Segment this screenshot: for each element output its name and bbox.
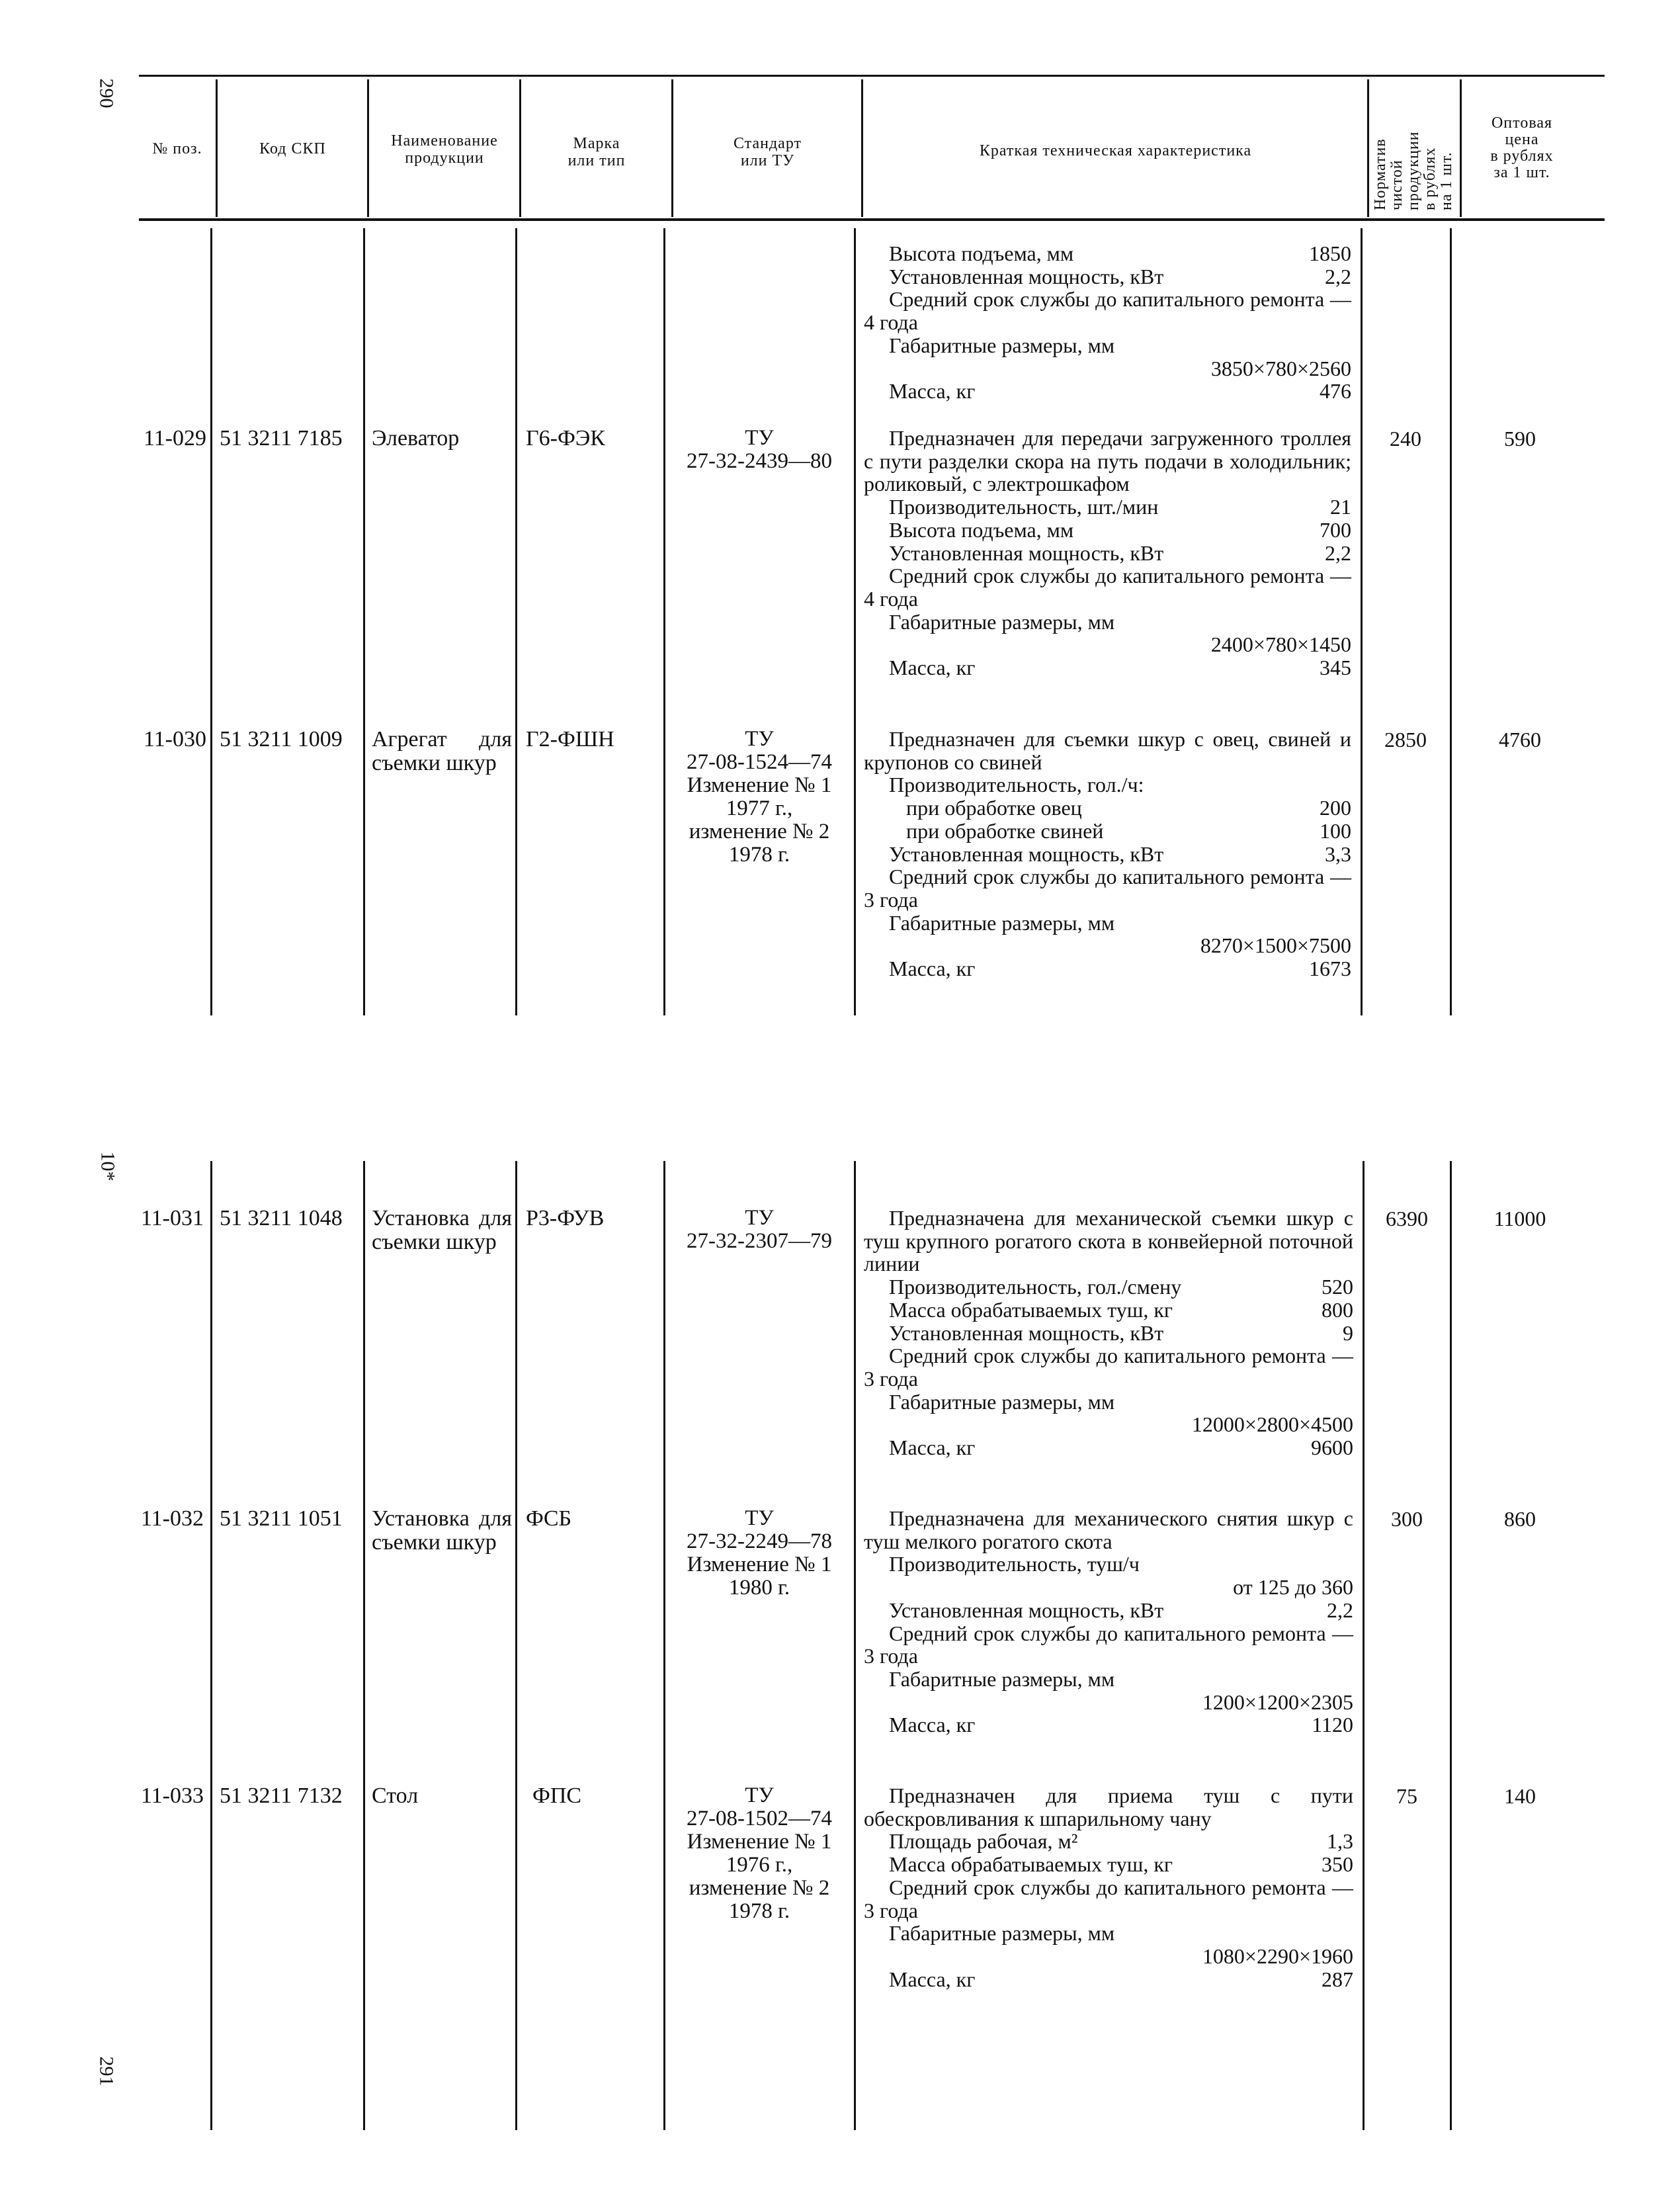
column-rule	[663, 228, 665, 1015]
spec-line: Установленная мощность, кВт 9	[889, 1320, 1353, 1345]
spec-line: Высота подъема, мм 700	[889, 517, 1351, 542]
spec-paragraph: Средний срок службы до капитального ремонта — 3 года	[864, 1621, 1353, 1668]
column-rule	[210, 1161, 212, 2130]
header-description: Краткая техническая характеристика	[979, 142, 1252, 159]
spec-dimensions: 3850×780×2560	[1210, 356, 1351, 380]
row-brand: Г2-ФШН	[526, 727, 614, 751]
page-number-top: 290	[95, 78, 118, 108]
spec-dimensions: 1200×1200×2305	[1202, 1690, 1353, 1714]
spec-line: при обработке свиней 100	[906, 818, 1351, 843]
spec-line: Масса обрабатываемых туш, кг 800	[889, 1297, 1353, 1322]
spec-line: Масса, кг 476	[889, 379, 1351, 404]
spec-paragraph: Средний срок службы до капитального ремонта — 3 года	[864, 865, 1351, 912]
spec-line: Площадь рабочая, м² 1,3	[889, 1829, 1353, 1854]
header-brand: Марка или тип	[567, 135, 626, 169]
page-number-bottom: 291	[95, 2056, 118, 2086]
row-description	[864, 1207, 1353, 1459]
row-name: Элеватор	[372, 426, 460, 450]
spec-paragraph: Средний срок службы до капитального ремонта — 4 года	[864, 287, 1351, 335]
spec-line: Габаритные размеры, мм	[889, 333, 1115, 357]
row-description	[864, 1507, 1353, 1737]
row-standard: ТУ 27-08-1524—74 Изменение № 1 1977 г., изменение № 2 1978 г.	[687, 727, 832, 867]
spec-paragraph: Предназначена для механического снятия шкур с туш мелкого рогатого скота	[864, 1506, 1353, 1553]
header-standard: Стандарт или ТУ	[733, 135, 802, 169]
spec-line: Масса обрабатываемых туш, кг 350	[889, 1852, 1353, 1877]
spec-paragraph: Предназначен для приема туш с пути обескровливания к шпарильному чану	[864, 1783, 1353, 1830]
row-description	[864, 427, 1351, 679]
row-name: Агрегат для съемки шкур	[372, 727, 512, 775]
header-price: Оптовая цена в рублях за 1 шт.	[1490, 114, 1554, 181]
row-code: 51 3211 1009	[220, 727, 343, 751]
spec-line: Габаритные размеры, мм	[889, 1389, 1115, 1414]
row-norm: 2850	[1384, 728, 1427, 751]
spec-line: Габаритные размеры, мм	[889, 609, 1115, 634]
row-norm: 240	[1390, 427, 1421, 450]
spec-paragraph: Средний срок службы до капитального ремонта — 4 года	[864, 564, 1351, 611]
row-brand: Г6-ФЭК	[526, 426, 605, 450]
column-rule	[854, 228, 856, 1015]
spec-line: Масса, кг 9600	[889, 1436, 1353, 1460]
column-rule	[363, 228, 365, 1015]
header-name: Наименование продукции	[391, 132, 498, 167]
column-rule	[363, 1161, 365, 2130]
spec-line: Габаритные размеры, мм	[889, 1666, 1115, 1691]
row-pos: 11-030	[143, 727, 206, 751]
header-sep	[1367, 79, 1369, 217]
spec-paragraph: Предназначен для съемки шкур с овец, свиней и крупонов со свиней	[864, 727, 1351, 774]
spec-line: Масса, кг 1673	[889, 957, 1351, 981]
row-brand: Р3-ФУВ	[526, 1206, 605, 1230]
header-code: Код СКП	[259, 140, 326, 157]
header-sep	[367, 79, 369, 217]
row-standard: ТУ 27-32-2249—78 Изменение № 1 1980 г.	[687, 1506, 832, 1600]
row-norm: 300	[1391, 1507, 1423, 1531]
spec-line: Масса, кг 287	[889, 1967, 1353, 1991]
row-standard: ТУ 27-32-2439—80	[687, 426, 832, 473]
row-price: 590	[1504, 427, 1536, 450]
spec-paragraph: Предназначена для механической съемки шкур с туш крупного рогатого скота в конвейерной поточной линии	[864, 1206, 1353, 1276]
row-pos: 11-029	[143, 426, 206, 450]
header-bottom-rule	[139, 218, 1605, 221]
column-rule	[1450, 228, 1452, 1015]
column-rule	[854, 1161, 856, 2130]
row-norm: 75	[1396, 1784, 1417, 1808]
spec-dimensions: 8270×1500×7500	[1200, 933, 1351, 958]
row-name: Стол	[372, 1783, 419, 1808]
row-brand: ФПС	[532, 1783, 582, 1808]
spec-line: Установленная мощность, кВт 2,2	[889, 1598, 1353, 1622]
header-sep	[861, 79, 863, 217]
spec-line: Установленная мощность, кВт 3,3	[889, 841, 1351, 866]
spec-range: от 125 до 360	[1233, 1575, 1353, 1600]
spec-line: при обработке овец 200	[906, 796, 1351, 820]
header-sep	[216, 79, 218, 217]
column-rule	[210, 228, 212, 1015]
column-rule	[515, 228, 517, 1015]
spec-dimensions: 1080×2290×1960	[1202, 1944, 1353, 1968]
spec-line: Габаритные размеры, мм	[889, 1921, 1115, 1946]
column-rule	[1450, 1161, 1452, 2130]
row-name: Установка для съемки шкур	[372, 1506, 512, 1555]
column-rule	[515, 1161, 517, 2130]
row-standard: ТУ 27-32-2307—79	[687, 1206, 832, 1253]
spec-paragraph: Средний срок службы до капитального ремонта — 3 года	[864, 1344, 1353, 1391]
spec-paragraph: Средний срок службы до капитального ремонта — 3 года	[864, 1875, 1353, 1922]
header-norm: Норматив чистой продукции в рублях на 1 шт.	[1372, 131, 1455, 210]
header-sep	[1460, 79, 1462, 217]
spec-line: Производительность, шт./мин 21	[889, 495, 1351, 519]
row-price: 11000	[1493, 1207, 1546, 1230]
spec-line: Габаритные размеры, мм	[889, 910, 1115, 935]
row-code: 51 3211 1051	[220, 1506, 343, 1531]
header-top-rule	[139, 75, 1605, 77]
spec-line: Производительность, гол./смену 520	[889, 1275, 1353, 1299]
spec-line: Масса, кг 1120	[889, 1713, 1353, 1737]
row-pos: 11-033	[140, 1783, 204, 1808]
spec-line: Производительность, туш/ч	[889, 1552, 1140, 1576]
spec-dimensions: 2400×780×1450	[1210, 632, 1351, 657]
page-number-mid: 10*	[97, 1151, 119, 1181]
spec-line: Масса, кг 345	[889, 656, 1351, 680]
row-price: 4760	[1499, 728, 1541, 751]
spec-line: Установленная мощность, кВт 2,2	[889, 264, 1351, 288]
header-sep	[519, 79, 521, 217]
row-description	[864, 1784, 1353, 1991]
row-brand: ФСБ	[526, 1506, 572, 1531]
row-norm: 6390	[1386, 1207, 1428, 1230]
row-name: Установка для съемки шкур	[372, 1206, 512, 1254]
column-rule	[663, 1161, 665, 2130]
row-price: 140	[1504, 1784, 1536, 1808]
spec-line: Установленная мощность, кВт 2,2	[889, 540, 1351, 565]
column-rule	[1361, 228, 1363, 1015]
header-pos: № поз.	[152, 140, 202, 157]
row-pos: 11-031	[140, 1206, 204, 1230]
row-pos: 11-032	[140, 1506, 204, 1531]
carryover-description	[864, 242, 1351, 403]
row-price: 860	[1504, 1507, 1536, 1531]
spec-dimensions: 12000×2800×4500	[1191, 1412, 1353, 1437]
header-sep	[671, 79, 673, 217]
row-description	[864, 728, 1351, 980]
row-standard: ТУ 27-08-1502—74 Изменение № 1 1976 г., изменение № 2 1978 г.	[687, 1783, 832, 1923]
row-code: 51 3211 1048	[220, 1206, 343, 1230]
row-code: 51 3211 7185	[220, 426, 343, 450]
spec-paragraph: Предназначен для передачи загруженного троллея с пути разделки скора на путь подачи в холодильник; роликовый, с электрошкафом	[864, 426, 1351, 496]
column-rule	[1363, 1161, 1365, 2130]
row-code: 51 3211 7132	[220, 1783, 343, 1808]
spec-line: Высота подъема, мм 1850	[889, 241, 1351, 265]
spec-line: Производительность, гол./ч:	[889, 773, 1144, 797]
